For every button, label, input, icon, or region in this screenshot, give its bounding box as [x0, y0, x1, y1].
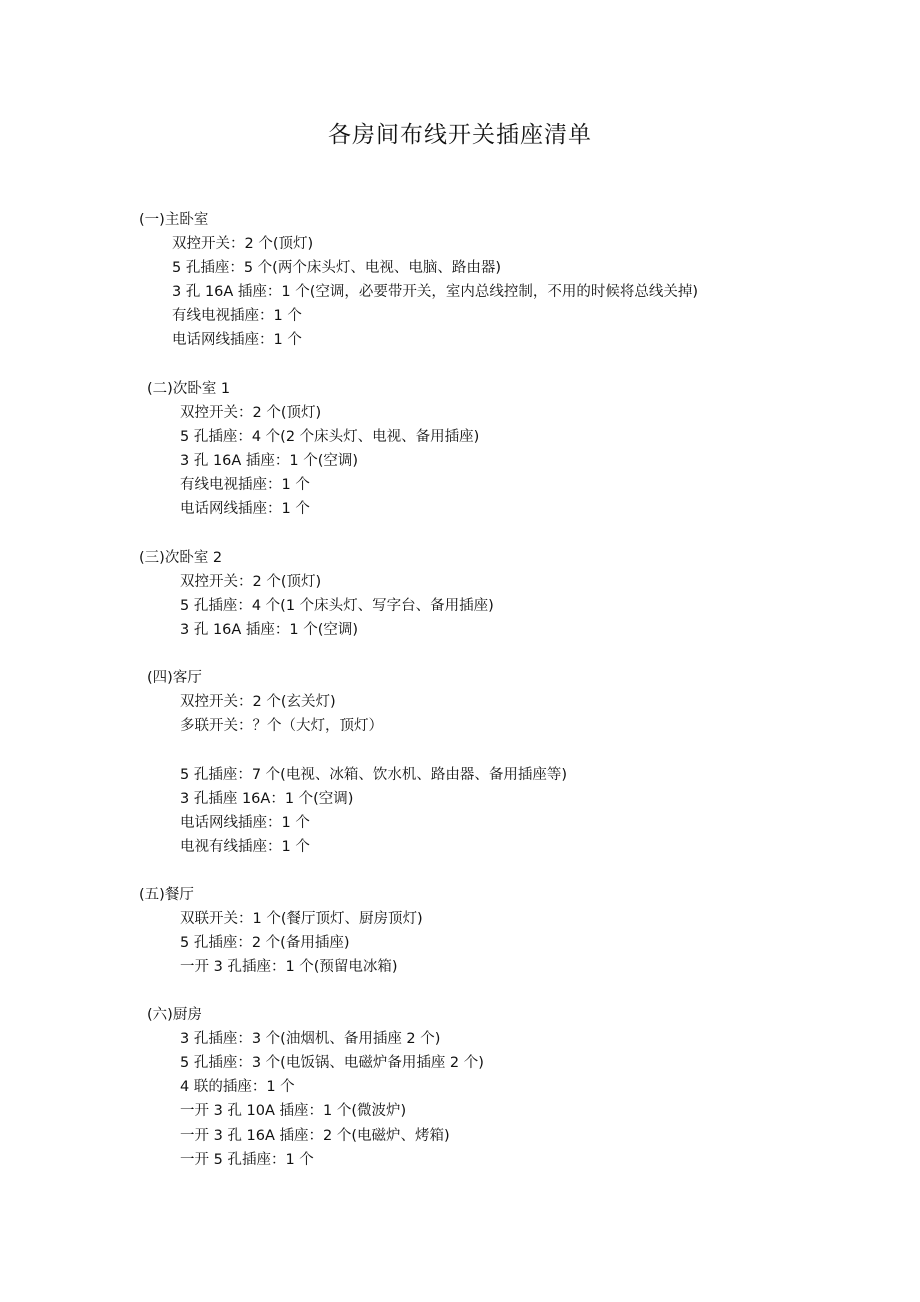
list-item: 电话网线插座：1 个 [180, 501, 310, 517]
list-item: 一开 3 孔 16A 插座：2 个(电磁炉、烤箱) [180, 1128, 450, 1144]
list-item: 3 孔 16A 插座：1 个(空调) [180, 622, 359, 638]
list-item: 3 孔插座：3 个(油烟机、备用插座 2 个) [180, 1031, 441, 1047]
list-item: 5 孔插座：4 个(2 个床头灯、电视、备用插座) [180, 429, 480, 445]
list-item: 5 孔插座：2 个(备用插座) [180, 935, 350, 951]
list-item: 5 孔插座：7 个(电视、冰箱、饮水机、路由器、备用插座等) [180, 767, 567, 783]
list-item: 多联开关：？个（大灯，顶灯） [180, 718, 383, 734]
list-item: 电话网线插座：1 个 [180, 815, 310, 831]
list-item: 5 孔插座：3 个(电饭锅、电磁炉备用插座 2 个) [180, 1055, 484, 1071]
list-item: 5 孔插座：5 个(两个床头灯、电视、电脑、路由器) [172, 260, 501, 276]
list-item: 双控开关：2 个(顶灯) [180, 405, 322, 421]
list-item: 有线电视插座：1 个 [180, 477, 310, 493]
list-item: 3 孔插座 16A：1 个(空调) [180, 791, 354, 807]
list-item: 双控开关：2 个(顶灯) [172, 236, 314, 252]
list-item: 3 孔 16A 插座：1 个(空调，必要带开关，室内总线控制，不用的时候将总线关掉) [172, 284, 699, 300]
list-item: 3 孔 16A 插座：1 个(空调) [180, 453, 359, 469]
list-item: 5 孔插座：4 个(1 个床头灯、写字台、备用插座) [180, 598, 494, 614]
document-title: 各房间布线开关插座清单 [328, 122, 592, 148]
list-item: 双控开关：2 个(玄关灯) [180, 694, 336, 710]
list-item: 一开 3 孔插座：1 个(预留电冰箱) [180, 959, 398, 975]
list-item: 电视有线插座：1 个 [180, 839, 310, 855]
list-item: 双控开关：2 个(顶灯) [180, 574, 322, 590]
list-item: 双联开关：1 个(餐厅顶灯、厨房顶灯) [180, 911, 423, 927]
list-item: 4 联的插座：1 个 [180, 1079, 295, 1095]
section-heading: (三)次卧室 2 [139, 550, 223, 566]
list-item: 一开 3 孔 10A 插座：1 个(微波炉) [180, 1103, 407, 1119]
section-heading: (六)厨房 [147, 1007, 202, 1023]
section-heading: (五)餐厅 [139, 887, 194, 903]
section-heading: (二)次卧室 1 [147, 381, 231, 397]
list-item: 一开 5 孔插座：1 个 [180, 1152, 314, 1168]
section-heading: (一)主卧室 [139, 212, 209, 228]
section-heading: (四)客厅 [147, 670, 202, 686]
list-item: 电话网线插座：1 个 [172, 332, 302, 348]
list-item: 有线电视插座：1 个 [172, 308, 302, 324]
